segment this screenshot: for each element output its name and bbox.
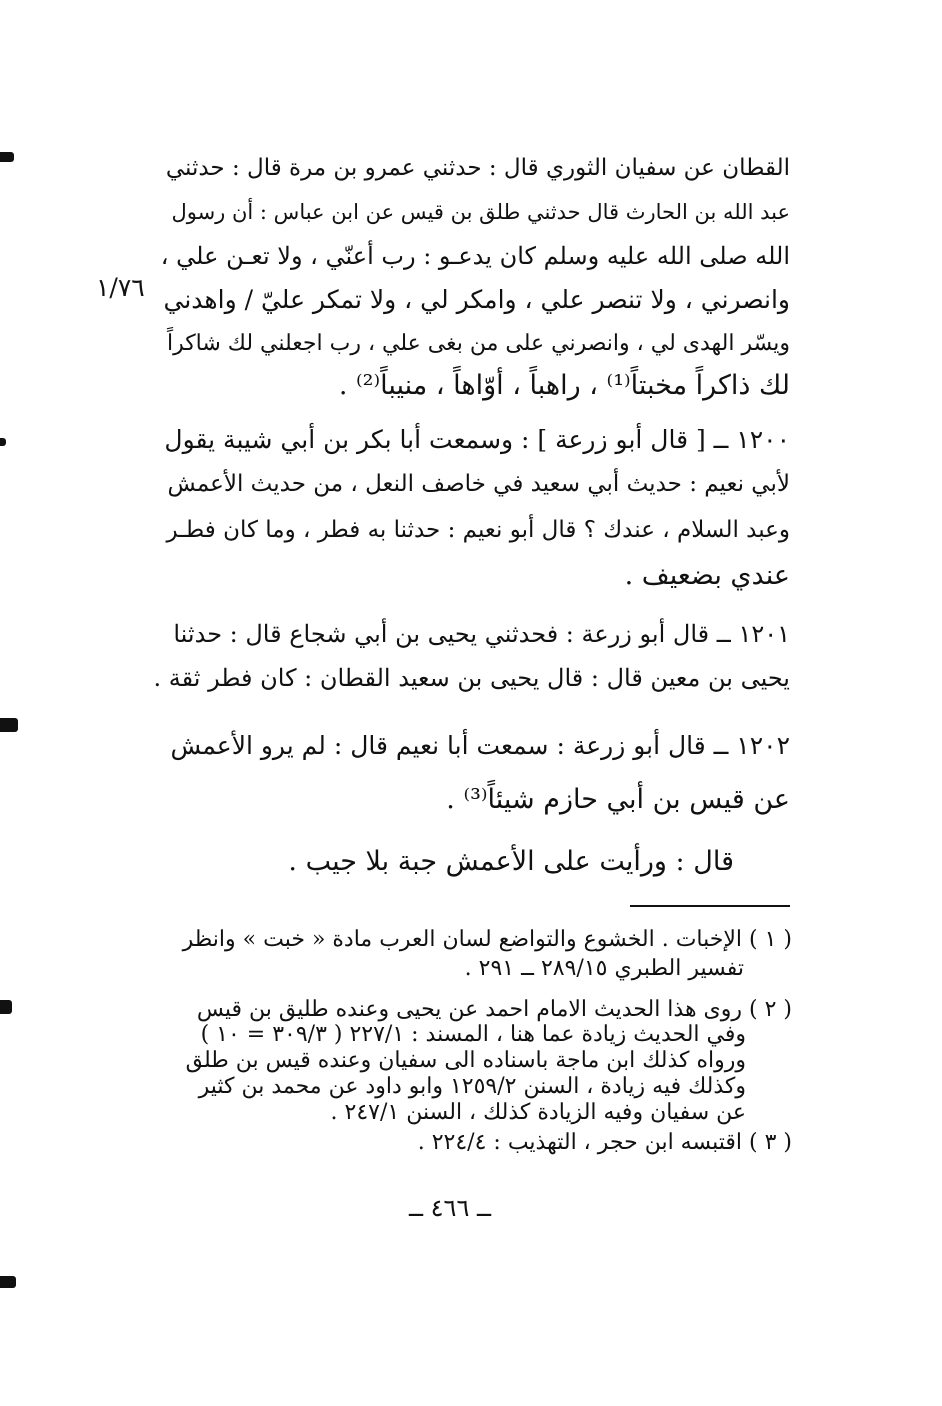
text-line: وعبد السلام ، عندك ؟ قال أبو نعيم : حدثنا به فطر ، وما كان فطـر <box>166 517 790 543</box>
text-line: عندي بضعيف . <box>624 560 790 591</box>
edge-mark <box>0 438 6 446</box>
text-line: لك ذاكراً مخبتاً⁽¹⁾ ، راهباً ، أوّاهاً ، منيباً⁽²⁾ . <box>338 370 790 401</box>
text-line: عن قيس بن أبي حازم شيئاً⁽³⁾ . <box>446 784 790 815</box>
text-line: ١٢٠٢ ــ قال أبو زرعة : سمعت أبا نعيم قال : لم يرو الأعمش <box>170 731 790 760</box>
footnote-line: وكذلك فيه زيادة ، السنن ١٢٥٩/٢ وابو داود عن محمد بن كثير <box>198 1074 746 1099</box>
footnote-line: ورواه كذلك ابن ماجة باسناده الى سفيان وعنده قيس بن طلق <box>185 1048 746 1073</box>
margin-page-reference: ١/٧٦ <box>96 273 145 302</box>
footnote-line: تفسير الطبري ٢٨٩/١٥ ــ ٢٩١ . <box>464 956 744 981</box>
footnote-line: وفي الحديث زيادة عما هنا ، المسند : ٢٢٧/١ ( ٣٠٩/٣ = ١٠ ) <box>200 1022 746 1047</box>
footnote-line: ( ١ ) الإخبات . الخشوع والتواضع لسان العرب مادة « خبت » وانظر <box>182 927 792 952</box>
text-line: عبد الله بن الحارث قال حدثني طلق بن قيس عن ابن عباس : أن رسول <box>171 200 790 224</box>
text-line: لأبي نعيم : حديث أبي سعيد في خاصف النعل ، من حديث الأعمش <box>167 471 790 497</box>
text-line: ويسّر الهدى لي ، وانصرني على من بغى علي ، رب اجعلني لك شاكراً <box>166 331 790 356</box>
text-line: قال : ورأيت على الأعمش جبة بلا جيب . <box>288 846 734 877</box>
edge-mark <box>0 152 14 162</box>
text-line: وانصرني ، ولا تنصر علي ، وامكر لي ، ولا تمكر عليّ / واهدني <box>163 285 790 314</box>
footnote-line: ( ٣ ) اقتبسه ابن حجر ، التهذيب : ٢٢٤/٤ . <box>417 1130 792 1155</box>
text-line: ١٢٠١ ــ قال أبو زرعة : فحدثني يحيى بن أبي شجاع قال : حدثنا <box>173 620 790 648</box>
text-line: يحيى بن معين قال : قال يحيى بن سعيد القطان : كان فطر ثقة . <box>153 664 790 692</box>
page-number: ــ ٤٦٦ ــ <box>408 1194 492 1222</box>
text-line: ١٢٠٠ ــ [ قال أبو زرعة ] : وسمعت أبا بكر بن أبي شيبة يقول <box>164 425 790 454</box>
footnote-line: عن سفيان وفيه الزيادة كذلك ، السنن ٢٤٧/١ . <box>330 1100 746 1125</box>
edge-mark <box>0 1276 16 1288</box>
edge-mark <box>0 1000 12 1014</box>
text-line: الله صلى الله عليه وسلم كان يدعـو : رب أعنّي ، ولا تعـن علي ، <box>160 242 790 270</box>
footnote-line: ( ٢ ) روى هذا الحديث الامام احمد عن يحيى وعنده طليق بن قيس <box>196 997 792 1022</box>
text-line: القطان عن سفيان الثوري قال : حدثني عمرو بن مرة قال : حدثني <box>165 155 790 181</box>
footnote-divider <box>630 905 790 907</box>
edge-mark <box>0 718 18 732</box>
